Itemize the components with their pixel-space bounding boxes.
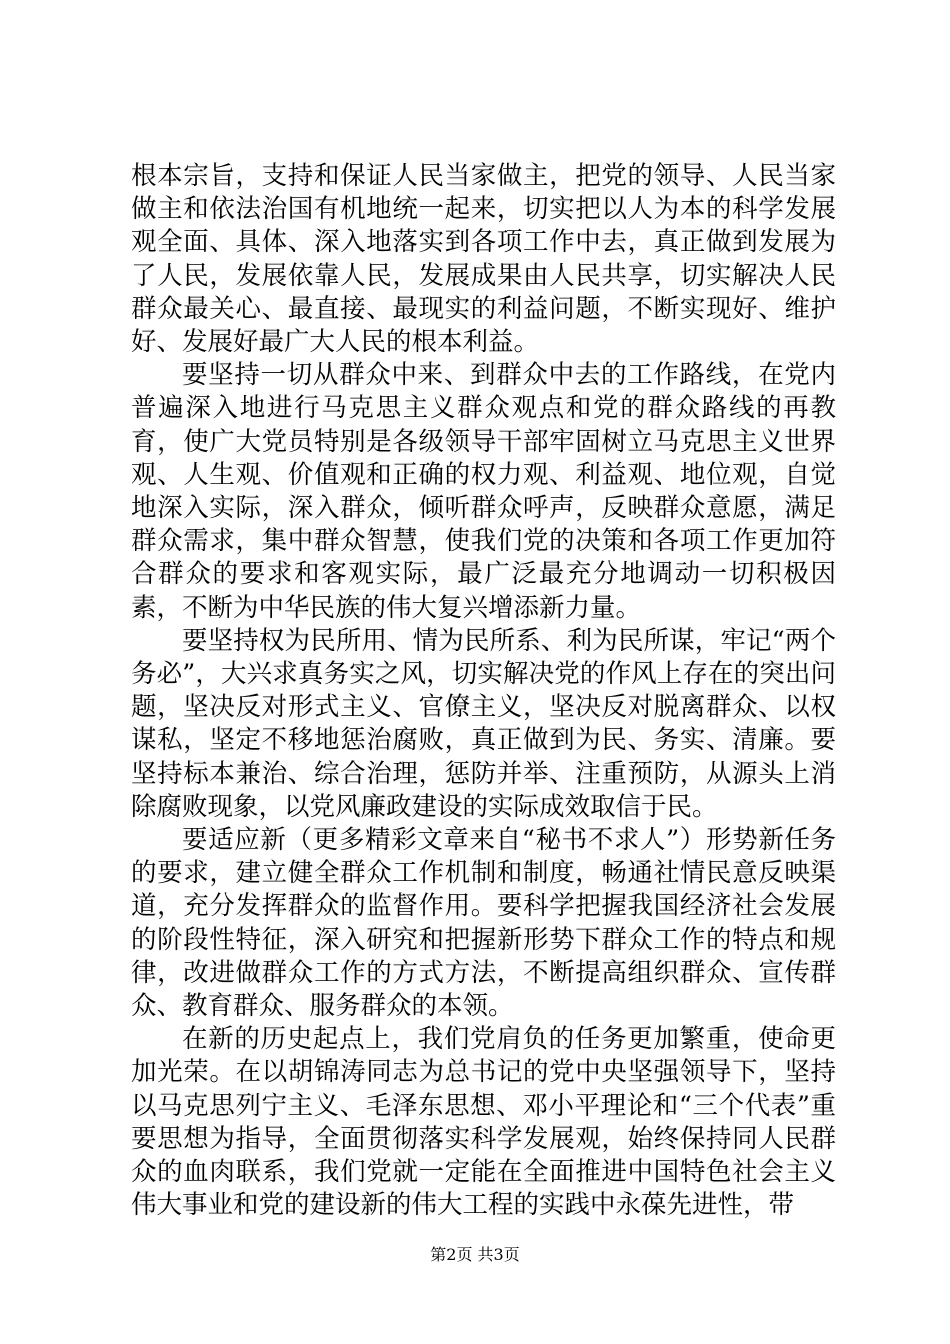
paragraph-5: 在新的历史起点上，我们党肩负的任务更加繁重，使命更加光荣。在以胡锦涛同志为总书记的党中央坚强领导下，坚持以马克思列宁主义、毛泽东思想、邓小平理论和“三个代表”重要思想为指导，全面贯彻落实科学发展观，始终保持同人民群众的血肉联系，我们党就一定能在全面推进中国特色社会主义伟大事业和党的建设新的伟大工程的实践中永葆先进性，带 bbox=[131, 1024, 836, 1221]
page-footer: 第2页 共3页 bbox=[430, 1245, 520, 1264]
paragraph-4: 要适应新（更多精彩文章来自“秘书不求人”）形势新任务的要求，建立健全群众工作机制和制度，畅通社情民意反映渠道，充分发挥群众的监督作用。要科学把握我国经济社会发展的阶段性特征，深入研究和把握新形势下群众工作的特点和规律，改进做群众工作的方式方法，不断提高组织群众、宣传群众、教育群众、服务群众的本领。 bbox=[131, 825, 836, 1022]
document-body bbox=[131, 160, 836, 1223]
paragraph-3: 要坚持权为民所用、情为民所系、利为民所谋，牢记“两个务必”，大兴求真务实之风，切实解决党的作风上存在的突出问题，坚决反对形式主义、官僚主义，坚决反对脱离群众、以权谋私，坚定不移地惩治腐败，真正做到为民、务实、清廉。要坚持标本兼治、综合治理，惩防并举、注重预防，从源头上消除腐败现象，以党风廉政建设的实际成效取信于民。 bbox=[131, 625, 836, 822]
paragraph-1: 根本宗旨，支持和保证人民当家做主，把党的领导、人民当家做主和依法治国有机地统一起来，切实把以人为本的科学发展观全面、具体、深入地落实到各项工作中去，真正做到发展为了人民，发展依靠人民，发展成果由人民共享，切实解决人民群众最关心、最直接、最现实的利益问题，不断实现好、维护好、发展好最广大人民的根本利益。 bbox=[131, 161, 836, 358]
paragraph-2: 要坚持一切从群众中来、到群众中去的工作路线，在党内普遍深入地进行马克思主义群众观点和党的群众路线的再教育，使广大党员特别是各级领导干部牢固树立马克思主义世界观、人生观、价值观和正确的权力观、利益观、地位观，自觉地深入实际，深入群众，倾听群众呼声，反映群众意愿，满足群众需求，集中群众智慧，使我们党的决策和各项工作更加符合群众的要求和客观实际，最广泛最充分地调动一切积极因素，不断为中华民族的伟大复兴增添新力量。 bbox=[131, 360, 836, 623]
